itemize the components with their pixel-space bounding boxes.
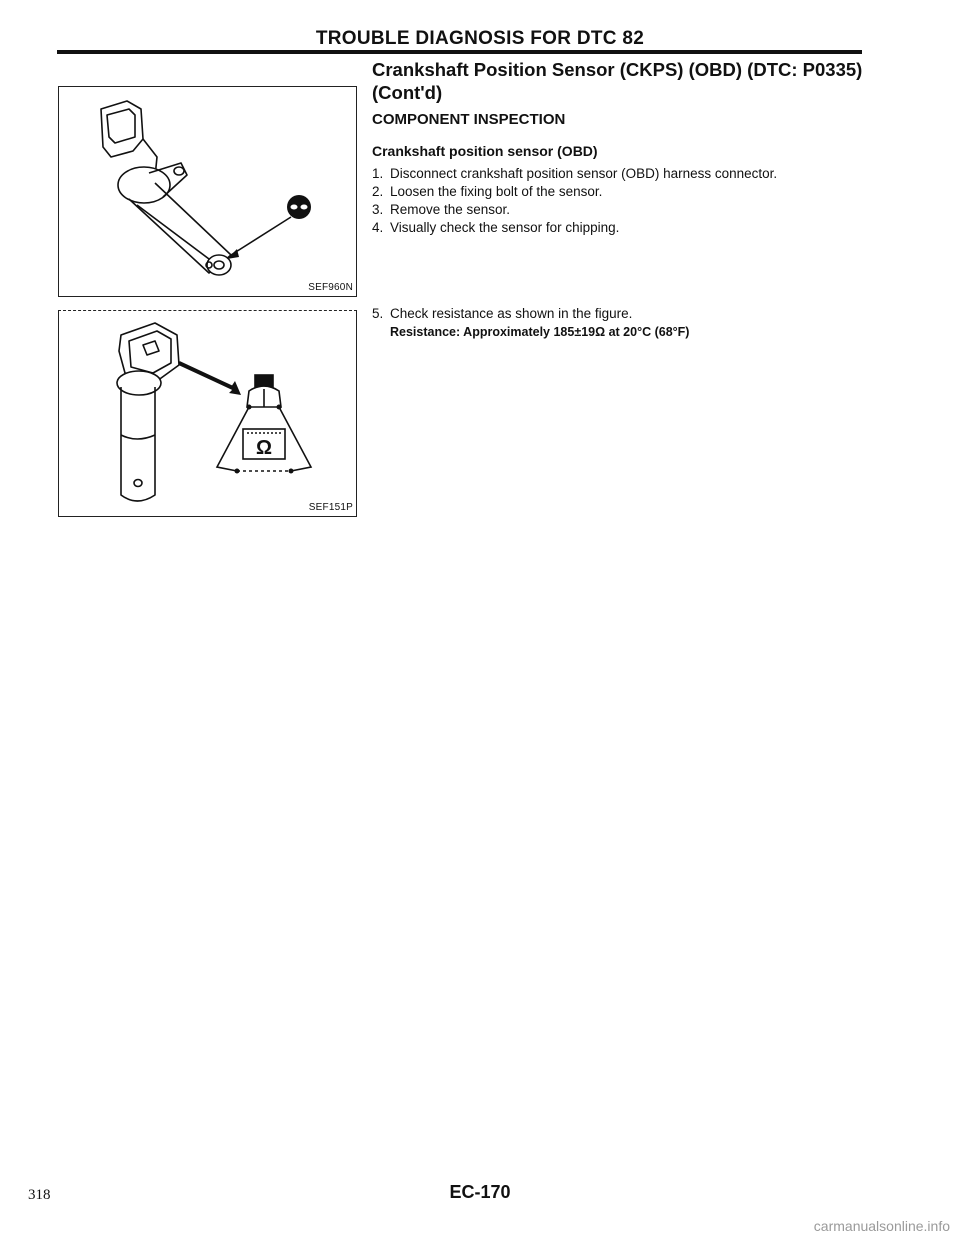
watermark: carmanualsonline.info <box>813 1218 950 1234</box>
step-number: 4. <box>372 220 384 235</box>
section-subtitle: COMPONENT INSPECTION <box>372 111 566 128</box>
step-text: Loosen the fixing bolt of the sensor. <box>390 184 603 199</box>
step-item <box>372 183 872 201</box>
section-title: Crankshaft Position Sensor (CKPS) (OBD) (DTC: P0335) (Cont'd) <box>372 59 863 103</box>
header-rule <box>57 50 862 54</box>
step-text: Disconnect crankshaft position sensor (OBD) harness connector. <box>390 166 778 181</box>
step-item <box>372 165 872 183</box>
figure-code: SEF960N <box>308 282 353 293</box>
step-text: Visually check the sensor for chipping. <box>390 220 620 235</box>
page-number: 318 <box>28 1187 51 1203</box>
step-text: Check resistance as shown in the figure. <box>390 306 633 321</box>
ohm-symbol-icon: Ω <box>255 437 273 459</box>
figure-code: SEF151P <box>308 502 353 513</box>
step-item <box>372 305 872 323</box>
figure-sensor-inspection <box>58 86 357 297</box>
sensor-illustration <box>59 87 355 295</box>
procedure-steps <box>372 165 872 237</box>
step-item <box>372 201 872 219</box>
page-label: EC-170 <box>449 1182 511 1202</box>
step-number: 3. <box>372 202 384 217</box>
step-number: 5. <box>372 306 384 321</box>
resistance-spec: Resistance: Approximately 185±19Ω at 20°C (68°F) <box>390 325 690 339</box>
step-number: 2. <box>372 184 384 199</box>
page-header-title: TROUBLE DIAGNOSIS FOR DTC 82 <box>315 28 645 49</box>
step-text: Remove the sensor. <box>390 202 511 217</box>
figure-resistance-check <box>58 310 357 517</box>
resistance-illustration <box>59 311 355 515</box>
step-number: 1. <box>372 166 384 181</box>
procedure-heading: Crankshaft position sensor (OBD) <box>372 143 598 159</box>
step-item <box>372 219 872 237</box>
